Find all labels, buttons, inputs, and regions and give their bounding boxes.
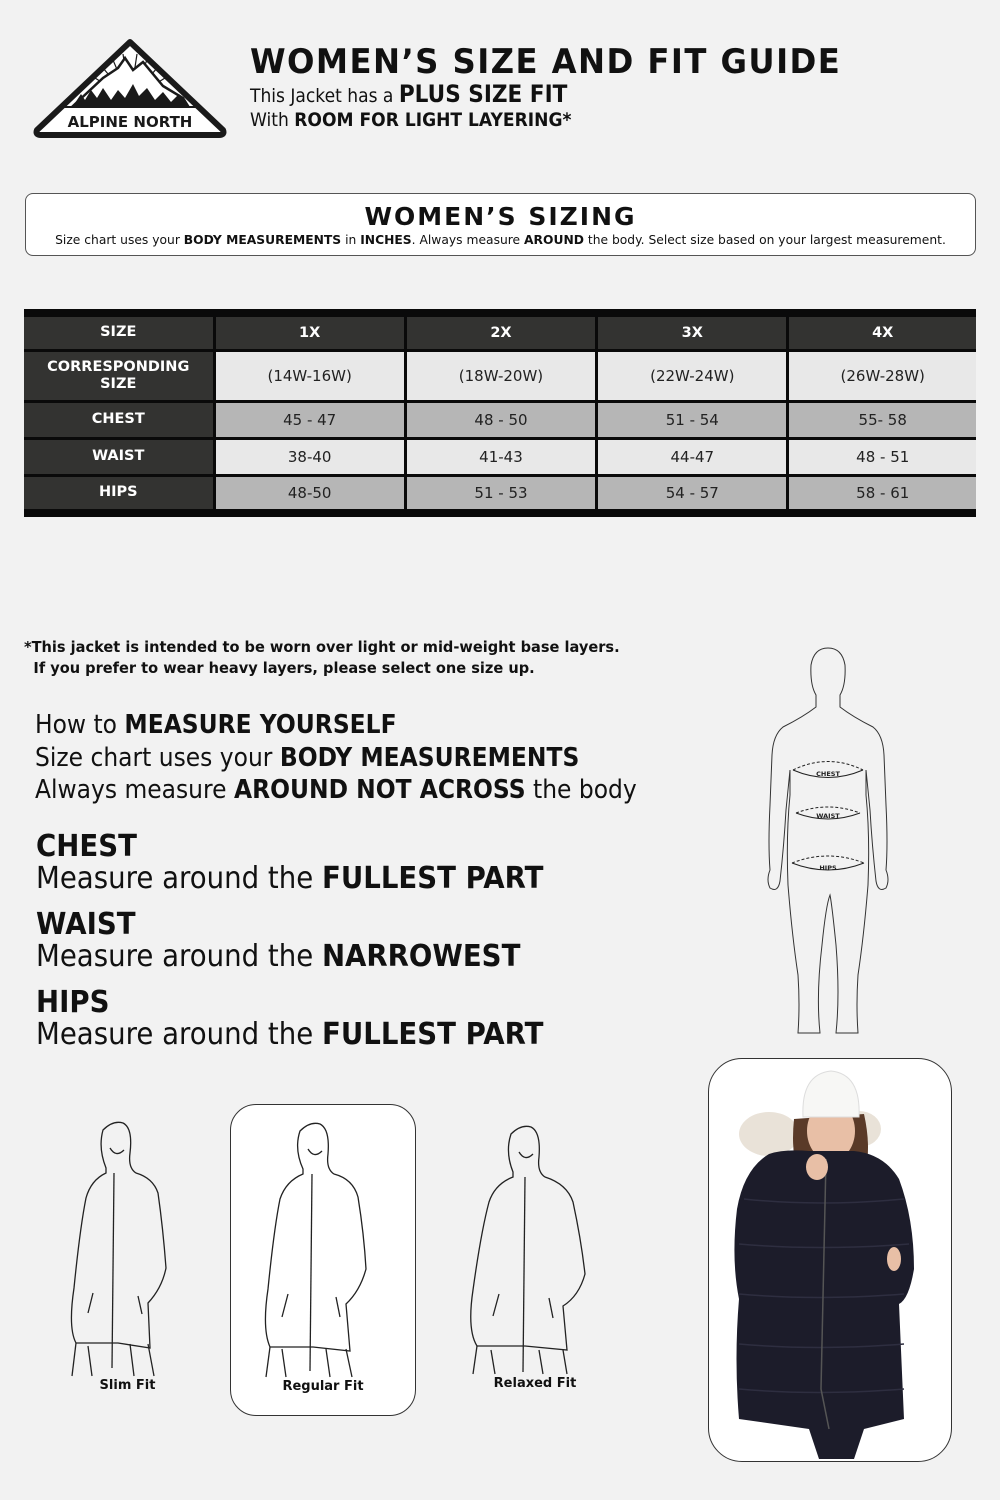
measure-waist: WAIST Measure around the NARROWEST [36, 907, 521, 974]
table-cell: (14W-16W) [214, 350, 405, 401]
table-cell: 45 - 47 [214, 401, 405, 438]
row-label-chest: CHEST [24, 401, 214, 438]
page-header [250, 42, 872, 132]
svg-text:CHEST: CHEST [816, 770, 840, 778]
table-cell: 48-50 [214, 475, 405, 513]
table-row-chest [24, 401, 976, 438]
measure-hips: HIPS Measure around the FULLEST PART [36, 985, 544, 1052]
row-label-corresponding-size: CORRESPONDING SIZE [24, 350, 214, 401]
fit-option-relaxed [455, 1124, 615, 1391]
sizing-instructions: Size chart uses your BODY MEASUREMENTS in INCHES. Always measure AROUND the body. Select size based on your largest measurement. [55, 233, 946, 247]
alpine-north-logo [33, 38, 227, 138]
table-row-hips [24, 475, 976, 513]
page-title: WOMEN’S SIZE AND FIT GUIDE [250, 42, 842, 82]
layering-note: *This jacket is intended to be worn over light or mid-weight base layers. If you prefer to wear heavy layers, please select one size up. [24, 638, 620, 677]
human-body-outline-icon [758, 645, 898, 1040]
table-cell: (26W-28W) [788, 350, 976, 401]
model-wearing-parka-image [709, 1059, 952, 1462]
size-chart-table [24, 309, 976, 517]
fit-option-slim [55, 1118, 200, 1393]
fit-label-regular: Regular Fit [282, 1379, 364, 1394]
regular-fit-jacket-sketch-icon [248, 1119, 398, 1379]
fit-type-line: This Jacket has a PLUS SIZE FIT [250, 80, 568, 108]
mountain-triangle-logo-icon [33, 38, 227, 138]
relaxed-fit-jacket-sketch-icon [455, 1124, 615, 1376]
table-cell: 51 - 54 [597, 401, 788, 438]
table-cell: 48 - 50 [405, 401, 596, 438]
table-cell: 44-47 [597, 438, 788, 475]
fit-label-relaxed: Relaxed Fit [493, 1376, 577, 1391]
size-header-2x: 2X [405, 313, 596, 350]
svg-text:HIPS: HIPS [819, 864, 837, 872]
table-row-waist [24, 438, 976, 475]
table-row-corresponding-size [24, 350, 976, 401]
body-measurement-diagram [758, 645, 898, 1040]
fit-option-regular-selected [230, 1104, 416, 1416]
womens-sizing-banner [25, 193, 976, 256]
sizing-title: WOMEN’S SIZING [364, 202, 637, 231]
table-header-row [24, 313, 976, 350]
table-cell: (22W-24W) [597, 350, 788, 401]
size-header-4x: 4X [788, 313, 976, 350]
fit-type: PLUS SIZE FIT [398, 80, 568, 108]
table-cell: 58 - 61 [788, 475, 976, 513]
row-label-waist: WAIST [24, 438, 214, 475]
fit-label-slim: Slim Fit [99, 1378, 156, 1393]
measurement-instructions [36, 829, 544, 1066]
size-header-1x: 1X [214, 313, 405, 350]
layering-line: With ROOM FOR LIGHT LAYERING* [250, 109, 572, 131]
how-to-measure: How to MEASURE YOURSELF Size chart uses your BODY MEASUREMENTS Always measure AROUND NOT ACROSS the body [35, 710, 637, 805]
product-photo-frame [708, 1058, 952, 1462]
measure-chest: CHEST Measure around the FULLEST PART [36, 829, 544, 896]
table-cell: 41-43 [405, 438, 596, 475]
table-cell: 55- 58 [788, 401, 976, 438]
table-cell: 51 - 53 [405, 475, 596, 513]
row-label-hips: HIPS [24, 475, 214, 513]
svg-text:WAIST: WAIST [816, 812, 840, 820]
svg-text:ALPINE NORTH: ALPINE NORTH [67, 113, 193, 131]
size-header-3x: 3X [597, 313, 788, 350]
table-cell: 48 - 51 [788, 438, 976, 475]
table-cell: 54 - 57 [597, 475, 788, 513]
table-cell: 38-40 [214, 438, 405, 475]
slim-fit-jacket-sketch-icon [58, 1118, 198, 1378]
table-cell: (18W-20W) [405, 350, 596, 401]
size-column-header: SIZE [24, 313, 214, 350]
